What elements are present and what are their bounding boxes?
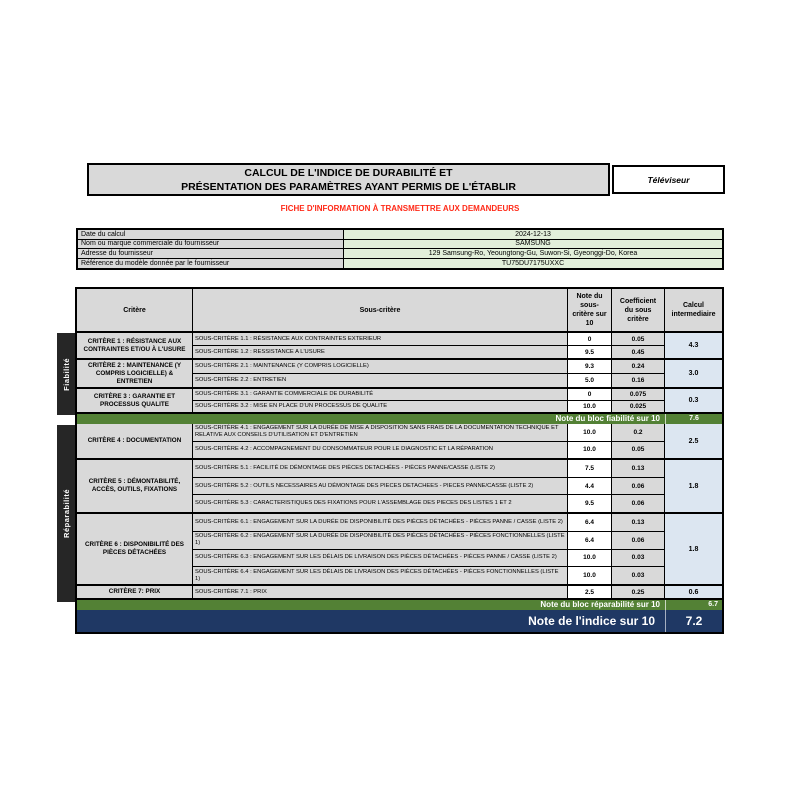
subcriterion-note: 6.4 — [568, 514, 612, 531]
info-value: TU75DU7175UXXC — [344, 259, 722, 269]
table-row — [193, 360, 665, 374]
header-sous-critere: Sous-critère — [193, 289, 568, 331]
subcriterion-coef: 0.075 — [612, 389, 665, 400]
supplier-info-table — [76, 228, 724, 270]
subcriterion-coef: 0.06 — [612, 532, 665, 549]
subcriterion-coef: 0.16 — [612, 374, 665, 387]
info-label: Nom ou marque commerciale du fournisseur — [78, 240, 344, 249]
subcriterion-label: SOUS-CRITÈRE 4.2 : ACCOMPAGNEMENT DU CONSOMMATEUR POUR LE DIAGNOSTIC ET LA RÉPARATION — [193, 442, 568, 459]
subcriterion-label: SOUS-CRITÈRE 6.4 : ENGAGEMENT SUR LES DÉLAIS DE LIVRAISON DES PIÈCES DÉTACHÉES - PIÈCES FONCTIONNELLES (LISTE 1) — [193, 567, 568, 584]
subcriterion-coef: 0.06 — [612, 478, 665, 495]
subcriterion-coef: 0.13 — [612, 460, 665, 477]
subcriterion-coef: 0.24 — [612, 360, 665, 373]
subcriterion-label: SOUS-CRITÈRE 1.1 : RÉSISTANCE AUX CONTRAINTES EXTERIEUR — [193, 333, 568, 345]
criteria-grid — [75, 287, 724, 634]
subcriterion-note: 6.4 — [568, 532, 612, 549]
subcriterion-label: SOUS-CRITÈRE 6.3 : ENGAGEMENT SUR LES DÉLAIS DE LIVRAISON DES PIÈCES DÉTACHÉES - PIÈCES PANNE / CASSE (LISTE 2) — [193, 550, 568, 567]
notice-text: FICHE D'INFORMATION À TRANSMETTRE AUX DEMANDEURS — [280, 204, 520, 213]
table-row — [193, 389, 665, 401]
info-label: Adresse du fournisseur — [78, 249, 344, 258]
table-row — [193, 401, 665, 412]
subcriterion-note: 9.5 — [568, 346, 612, 358]
subcriterion-label: SOUS-CRITÈRE 6.2 : ENGAGEMENT SUR LA DURÉE DE DISPONIBILITÉ DES PIÈCES DÉTACHÉES - PIÈCES FONCTIONNELLES (LISTE 1) — [193, 532, 568, 549]
reparabilite-total-label: Note du bloc réparabilité sur 10 — [540, 600, 660, 609]
criterion-intermediate-calc: 0.3 — [665, 389, 722, 412]
subcriterion-coef: 0.03 — [612, 550, 665, 567]
subcriterion-note: 4.4 — [568, 478, 612, 495]
subcriterion-note: 0 — [568, 333, 612, 345]
subcriterion-note: 9.5 — [568, 495, 612, 512]
criterion-intermediate-calc: 4.3 — [665, 333, 722, 358]
table-row — [193, 333, 665, 346]
subcriterion-label: SOUS-CRITÈRE 3.2 : MISE EN PLACE D'UN PROCESSUS DE QUALITE — [193, 401, 568, 412]
info-row-address — [78, 249, 722, 259]
header-coefficient: Coefficient du sous critère — [612, 289, 665, 331]
title-line-2: PRÉSENTATION DES PARAMÈTRES AYANT PERMIS DE L'ÉTABLIR — [181, 180, 516, 193]
subcriterion-note: 7.5 — [568, 460, 612, 477]
table-row — [193, 460, 665, 478]
criterion-label: CRITÈRE 4 : DOCUMENTATION — [77, 424, 193, 458]
subcriterion-label: SOUS-CRITÈRE 4.1 : ENGAGEMENT SUR LA DURÉE DE MISE A DISPOSITION SANS FRAIS DE LA DOCUMENTATION TECHNIQUE ET RELATIVE AUX CONSEILS D'UTILISATION ET D'ENTRETIEN — [193, 424, 568, 441]
subcriterion-label: SOUS-CRITÈRE 3.1 : GARANTIE COMMERCIALE DE DURABILITÉ — [193, 389, 568, 400]
info-label: Date du calcul — [78, 230, 344, 239]
criterion-label: CRITÈRE 2 : MAINTENANCE (Y COMPRIS LOGICIELLE) & ENTRETIEN — [77, 360, 193, 387]
section-label-text: Fiabilité — [61, 357, 71, 391]
info-value: 129 Samsung-Ro, Yeoungtong-Gu, Suwon-Si, Gyeonggi-Do, Korea — [344, 249, 722, 258]
criterion-intermediate-calc: 1.8 — [665, 514, 722, 584]
reparabilite-total-row — [77, 600, 722, 610]
info-row-brand — [78, 240, 722, 250]
table-row — [193, 374, 665, 387]
info-row-model — [78, 259, 722, 269]
criterion-block-5 — [77, 460, 722, 514]
table-row — [193, 514, 665, 532]
title-line-1: CALCUL DE L'INDICE DE DURABILITÉ ET — [244, 166, 453, 179]
criteria-table — [57, 287, 724, 634]
section-label-fiabilite — [57, 333, 75, 415]
subcriterion-note: 5.0 — [568, 374, 612, 387]
section-label-text: Réparabilité — [61, 489, 71, 538]
subcriterion-note: 2.5 — [568, 586, 612, 598]
criterion-intermediate-calc: 1.8 — [665, 460, 722, 512]
subcriterion-coef: 0.25 — [612, 586, 665, 598]
table-row — [193, 442, 665, 459]
fiabilite-total-label: Note du bloc fiabilité sur 10 — [555, 414, 660, 423]
criterion-label: CRITÈRE 7: PRIX — [77, 586, 193, 598]
criterion-block-2 — [77, 360, 722, 389]
subcriterion-note: 10.0 — [568, 401, 612, 412]
subcriterion-coef: 0.025 — [612, 401, 665, 412]
subcriterion-note: 10.0 — [568, 550, 612, 567]
info-label: Référence du modèle donnée par le fournisseur — [78, 259, 344, 269]
subcriterion-note: 10.0 — [568, 442, 612, 459]
subcriterion-coef: 0.05 — [612, 333, 665, 345]
subcriterion-label: SOUS-CRITÈRE 2.1 : MAINTENANCE (Y COMPRIS LOGICIELLE) — [193, 360, 568, 373]
subcriterion-note: 9.3 — [568, 360, 612, 373]
table-row — [193, 567, 665, 584]
criterion-label: CRITÈRE 1 : RÉSISTANCE AUX CONTRAINTES ET/OU À L'USURE — [77, 333, 193, 358]
subcriterion-coef: 0.06 — [612, 495, 665, 512]
table-header-row — [77, 289, 722, 333]
table-row — [193, 550, 665, 568]
table-row — [193, 478, 665, 496]
info-value: SAMSUNG — [344, 240, 722, 249]
subcriterion-coef: 0.03 — [612, 567, 665, 584]
index-total-value: 7.2 — [665, 610, 722, 632]
subcriterion-coef: 0.13 — [612, 514, 665, 531]
criterion-block-6 — [77, 514, 722, 586]
table-row — [193, 586, 665, 598]
criterion-label: CRITÈRE 6 : DISPONIBILITÉ DES PIÈCES DÉTACHÉES — [77, 514, 193, 584]
subcriterion-coef: 0.05 — [612, 442, 665, 459]
subcriterion-label: SOUS-CRITÈRE 5.2 : OUTILS NECESSAIRES AU DÉMONTAGE DES PIECES DETACHEES - PIECES PANNE/CASSE (LISTE 2) — [193, 478, 568, 495]
criterion-block-7 — [77, 586, 722, 600]
index-total-row — [77, 610, 722, 632]
subcriterion-coef: 0.2 — [612, 424, 665, 441]
subcriterion-note: 10.0 — [568, 424, 612, 441]
section-label-reparabilite — [57, 425, 75, 602]
criterion-intermediate-calc: 3.0 — [665, 360, 722, 387]
document-title — [87, 163, 610, 196]
subcriterion-coef: 0.45 — [612, 346, 665, 358]
subcriterion-label: SOUS-CRITÈRE 2.2 : ENTRETIEN — [193, 374, 568, 387]
subcriterion-note: 0 — [568, 389, 612, 400]
header-calcul: Calcul intermediaire — [671, 302, 716, 318]
table-row — [193, 346, 665, 358]
subcriterion-label: SOUS-CRITÈRE 7.1 : PRIX — [193, 586, 568, 598]
criterion-block-4 — [77, 424, 722, 460]
criterion-intermediate-calc: 2.5 — [665, 424, 722, 458]
subcriterion-note: 10.0 — [568, 567, 612, 584]
info-row-date — [78, 230, 722, 240]
criterion-label: CRITÈRE 5 : DÉMONTABILITÉ, ACCÈS, OUTILS, FIXATIONS — [77, 460, 193, 512]
fiabilite-total-value: 7.6 — [665, 414, 722, 424]
table-row — [193, 424, 665, 442]
fiabilite-total-row — [77, 414, 722, 424]
criterion-label: CRITÈRE 3 : GARANTIE ET PROCESSUS QUALITE — [77, 389, 193, 412]
info-value: 2024-12-13 — [344, 230, 722, 239]
header-critere: Critère — [77, 289, 193, 331]
reparabilite-total-value: 6.7 — [665, 600, 722, 610]
criterion-block-1 — [77, 333, 722, 360]
index-total-label: Note de l'indice sur 10 — [528, 614, 655, 628]
criterion-intermediate-calc: 0.6 — [665, 586, 722, 598]
criterion-block-3 — [77, 389, 722, 414]
header-note: Note du sous-critère sur 10 — [568, 289, 612, 331]
table-row — [193, 495, 665, 512]
subcriterion-label: SOUS-CRITÈRE 5.3 : CARACTERISTIQUES DES FIXATIONS POUR L'ASSEMBLAGE DES PIECES DES LISTES 1 ET 2 — [193, 495, 568, 512]
subcriterion-label: SOUS-CRITÈRE 6.1 : ENGAGEMENT SUR LA DURÉE DE DISPONIBILITÉ DES PIÈCES DÉTACHÉES - PIÈCES PANNE / CASSE (LISTE 2) — [193, 514, 568, 531]
table-row — [193, 532, 665, 550]
product-type-box: Téléviseur — [612, 165, 725, 194]
subcriterion-label: SOUS-CRITÈRE 1.2 : RESSISTANCE A L'USURE — [193, 346, 568, 358]
subcriterion-label: SOUS-CRITÈRE 5.1 : FACILITÉ DE DÉMONTAGE DES PIÈCES DETACHÉES - PIÈCES PANNE/CASSE (LISTE 2) — [193, 460, 568, 477]
